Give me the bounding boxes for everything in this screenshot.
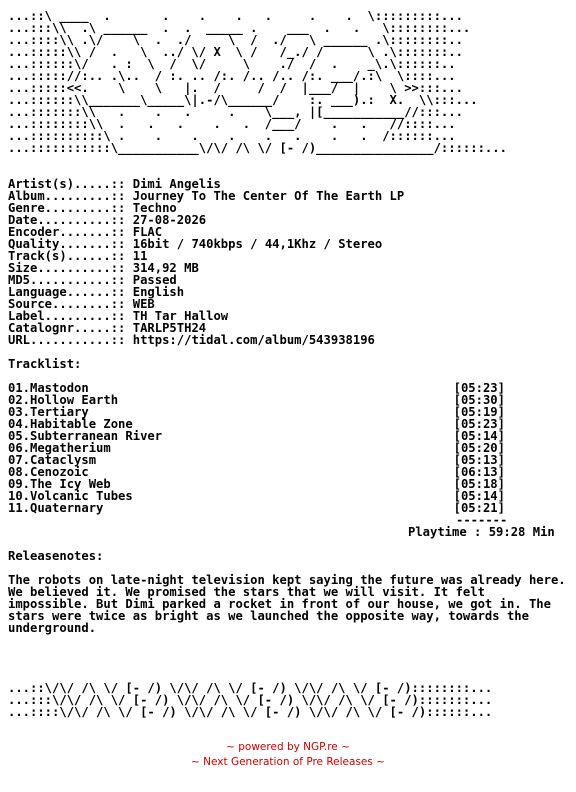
info-value: 314,92 MB [132,261,199,275]
track-title: 08.Cenozoic [8,465,89,479]
info-value: TH Tar Hallow [132,309,229,323]
total-separator: ------- [456,513,508,527]
info-row [8,334,573,346]
header-art-line: ...::\ ____ . . . . . . . \:::::::::... [8,9,463,23]
header-art-line: ...::::\\ .\/ \ . ./ \ / ./ \ ______ .\::::::::.. [8,33,463,47]
track-duration: [05:20] [453,441,505,455]
playtime: Playtime : 59:28 Min [408,525,555,539]
track-title: 09.The Icy Web [8,477,111,491]
credit-line-2: ~ Next Generation of Pre Releases ~ [191,756,385,768]
info-value: Techno [132,201,177,215]
info-value: Passed [132,273,177,287]
info-label: Artist(s).....:: [8,177,126,191]
track-title: 11.Quaternary [8,501,104,515]
header-art-line: ...:::::\\ / . \ ../ \/ X \ / /_./ / \ .\:::::::.. [8,45,463,59]
track-duration: [05:23] [453,417,505,431]
header-art-line: ...:::::<<. \ \ |. / / / |___/ | \ >>:::... [8,81,463,95]
info-value: FLAC [132,225,163,239]
info-value: 27-08-2026 [132,213,207,227]
info-value: 16bit / 740kbps / 44,1Khz / Stereo [132,237,383,251]
tracklist-heading: Tracklist: [8,357,82,371]
info-label: Size..........:: [8,261,126,275]
credit-next-generation [0,755,576,769]
info-label: Album.........:: [8,189,126,203]
track-duration: [05:18] [453,477,505,491]
tracklist [8,382,573,514]
releasenotes-heading: Releasenotes: [8,549,104,563]
info-label: Genre.........:: [8,201,126,215]
track-duration: [05:23] [453,381,505,395]
track-duration: [05:21] [453,501,505,515]
info-value: Journey To The Center Of The Earth LP [132,189,405,203]
footer-art-line: ...::::\/\/ /\ \/ [- /) \/\/ /\ \/ [- /) \/\/ /\ \/ [- /)::::::... [8,705,493,719]
footer-art-line: ...::\/\/ /\ \/ [- /) \/\/ /\ \/ [- /) \/\/ /\ \/ [- /)::::::::... [8,681,493,695]
track-row [8,502,505,514]
track-duration: [05:30] [453,393,505,407]
track-title: 10.Volcanic Tubes [8,489,133,503]
nfo-document [8,10,573,718]
credit-powered-by [0,740,576,754]
spacer [8,154,573,178]
track-title: 07.Cataclysm [8,453,97,467]
header-art-line: ...:::::::::::\___________\/\/ /\ \/ [- /)________________/::::::... [8,141,507,155]
info-label: Catalognr.....:: [8,321,126,335]
track-duration: [05:13] [453,453,505,467]
info-label: URL...........:: [8,333,126,347]
releasenotes-text: The robots on late-night television kept saying the future was already here. We believed it. We promised the stars that we will visit. It felt impossible. But Dimi parked a rocket in front of our house, we got in. The stars were twice as bright as we launched the opposite way, towards the underground. [8,573,566,635]
track-title: 02.Hollow Earth [8,393,119,407]
track-title: 04.Habitable Zone [8,417,133,431]
header-art-line: ...::::::::\\ . . . . . /___/ . . //::::... [8,117,456,131]
track-title: 06.Megatherium [8,441,111,455]
track-title: 05.Subterranean River [8,429,163,443]
info-label: Date..........:: [8,213,126,227]
spacer [8,634,573,682]
spacer [8,346,573,358]
track-duration: [05:19] [453,405,505,419]
header-art-line: ...:::::::\\ . . . . \___, |[___________//:::... [8,105,463,119]
info-label: Label.........:: [8,309,126,323]
info-label: Encoder.......:: [8,225,126,239]
credit-line-1: ~ powered by NGP.re ~ [226,741,350,753]
info-value: WEB [132,297,155,311]
info-value: 11 [132,249,148,263]
info-value: TARLP5TH24 [132,321,207,335]
header-art-line: ...::::::\/ . : \ / \/ \ ./ / . _\.\::::::.. [8,57,456,71]
info-label: MD5...........:: [8,273,126,287]
track-title: 01.Mastodon [8,381,89,395]
info-value: English [132,285,185,299]
header-art-line: ...::::::::::\ . . . . . . . . /::::::... [8,129,456,143]
track-duration: [06:13] [453,465,505,479]
info-label: Track(s)......:: [8,249,126,263]
header-art-line: ...:::\\ .\ ______ . . _____ . ___ . . \::::::::... [8,21,471,35]
footer-ascii-art [8,682,573,718]
header-ascii-art [8,10,573,154]
release-info [8,178,573,346]
info-value: Dimi Angelis [132,177,221,191]
info-value: https://tidal.com/album/543938196 [132,333,375,347]
track-title: 03.Tertiary [8,405,89,419]
info-label: Language......:: [8,285,126,299]
info-label: Quality.......:: [8,237,126,251]
track-duration: [05:14] [453,429,505,443]
info-label: Source........:: [8,297,126,311]
header-art-line: ...::::::\\_______\_____\|.-/\______/ :. ___).: X. \\:::... [8,93,478,107]
footer-art-line: ...:::\/\/ /\ \/ [- /) \/\/ /\ \/ [- /) \/\/ /\ \/ [- /):::::::... [8,693,493,707]
track-duration: [05:14] [453,489,505,503]
header-art-line: ...::::://:.. .\.. / :. .. /:. /.. /.. /:. ___/.:\ \::::... [8,69,456,83]
